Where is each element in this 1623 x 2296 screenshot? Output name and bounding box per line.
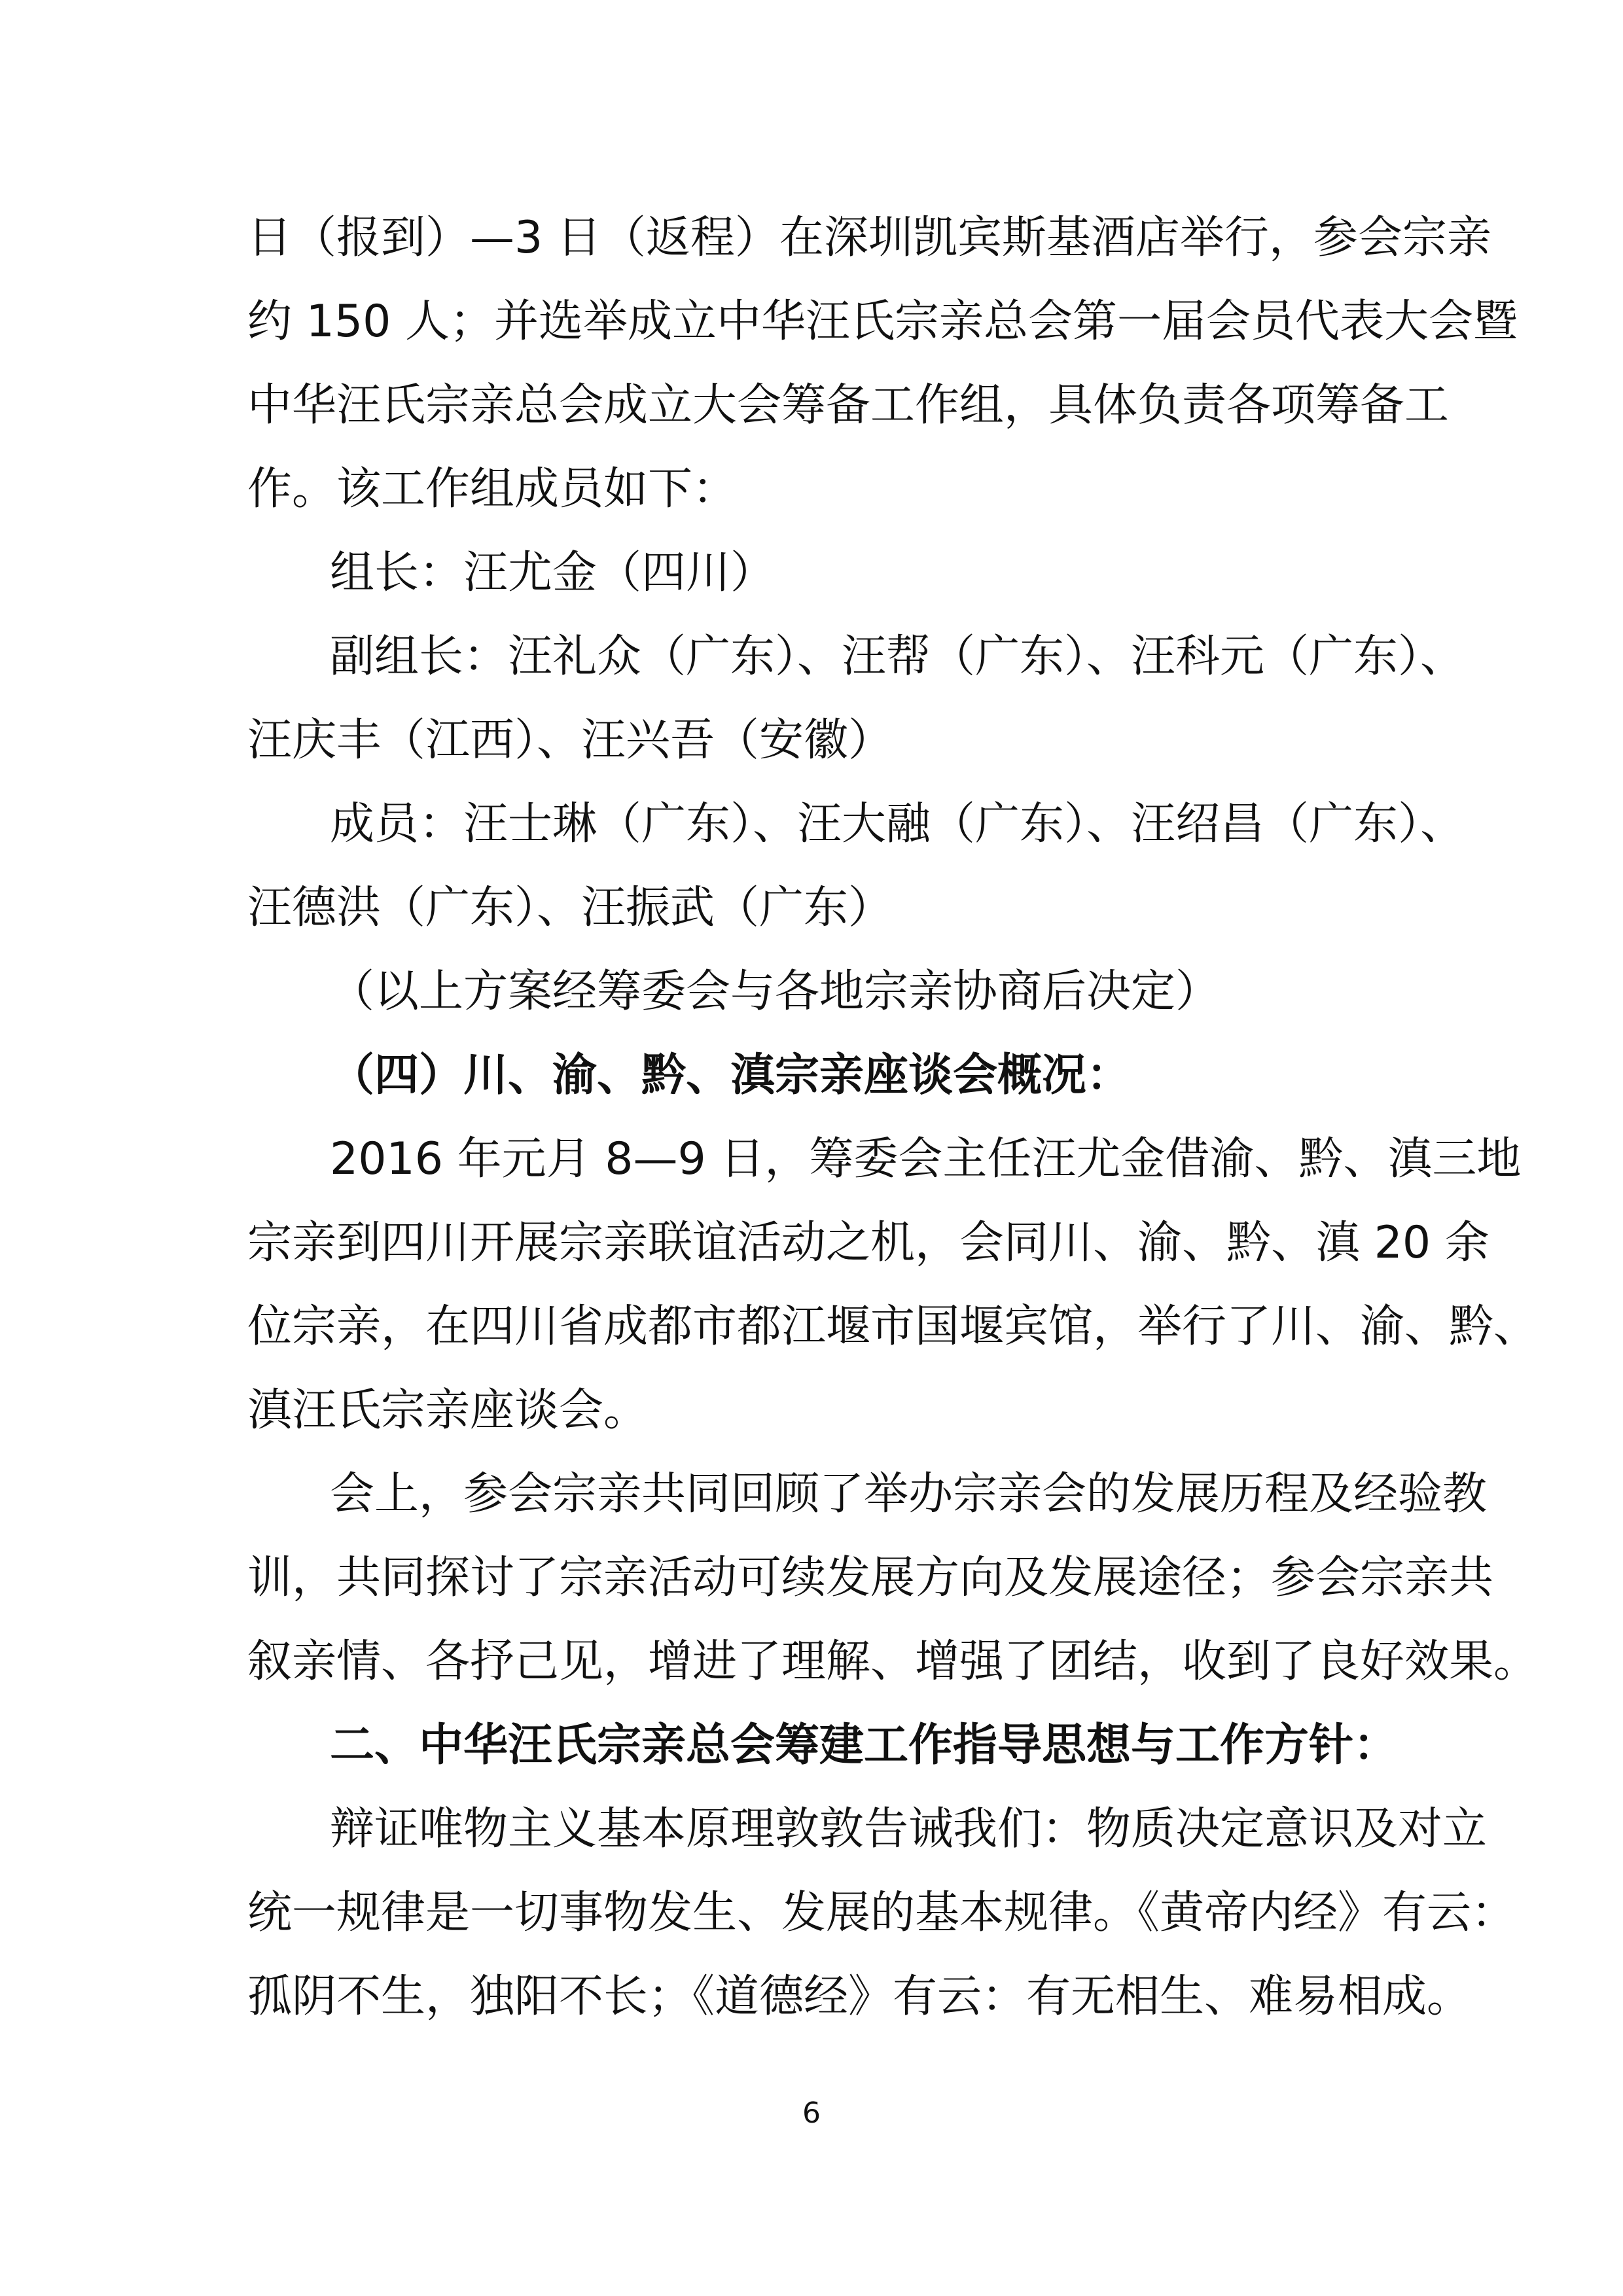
paragraph-line: 会上，参会宗亲共同回顾了举办宗亲会的发展历程及经验教: [330, 1468, 1488, 1520]
section-heading-4: （四）川、渝、黔、滇宗亲座谈会概况：: [330, 1050, 1132, 1101]
members-line-cont: 汪德洪（广东）、汪振武（广东）: [247, 882, 893, 934]
members-line: 成员：汪士琳（广东）、汪大融（广东）、汪绍昌（广东）、: [330, 798, 1465, 850]
note-line: （以上方案经筹委会与各地宗亲协商后决定）: [330, 966, 1221, 1017]
paragraph-line: 宗亲到四川开展宗亲联谊活动之机，会同川、渝、黔、滇 20 余: [247, 1217, 1489, 1269]
paragraph-line: 训，共同探讨了宗亲活动可续发展方向及发展途径；参会宗亲共: [247, 1552, 1494, 1604]
group-leader-line: 组长：汪尤金（四川）: [330, 547, 776, 599]
paragraph-line: 约 150 人；并选举成立中华汪氏宗亲总会第一届会员代表大会暨: [247, 296, 1518, 347]
paragraph-line: 滇汪氏宗亲座谈会。: [247, 1385, 649, 1436]
paragraph-line: 作。该工作组成员如下：: [247, 463, 738, 515]
page-number: 6: [802, 2096, 821, 2130]
deputy-leaders-line: 副组长：汪礼众（广东）、汪帮（广东）、汪科元（广东）、: [330, 631, 1465, 682]
paragraph-line: 叙亲情、各抒己见，增进了理解、增强了团结，收到了良好效果。: [247, 1636, 1539, 1687]
paragraph-line: 辩证唯物主义基本原理敦敦告诫我们：物质决定意识及对立: [330, 1803, 1488, 1855]
paragraph-line: 统一规律是一切事物发生、发展的基本规律。《黄帝内经》有云：: [247, 1887, 1516, 1939]
paragraph-line: 2016 年元月 8—9 日，筹委会主任汪尤金借渝、黔、滇三地: [330, 1133, 1522, 1185]
deputy-leaders-line-cont: 汪庆丰（江西）、汪兴吾（安徽）: [247, 715, 893, 766]
section-heading-2: 二、中华汪氏宗亲总会筹建工作指导思想与工作方针：: [330, 1720, 1399, 1771]
paragraph-line: 中华汪氏宗亲总会成立大会筹备工作组，具体负责各项筹备工: [247, 380, 1450, 431]
paragraph-line: 位宗亲，在四川省成都市都江堰市国堰宾馆，举行了川、渝、黔、: [247, 1301, 1539, 1352]
paragraph-line: 孤阴不生，独阳不长；《道德经》有云：有无相生、难易相成。: [247, 1971, 1472, 2022]
paragraph-line: 日（报到）—3 日（返程）在深圳凯宾斯基酒店举行，参会宗亲: [247, 212, 1491, 264]
